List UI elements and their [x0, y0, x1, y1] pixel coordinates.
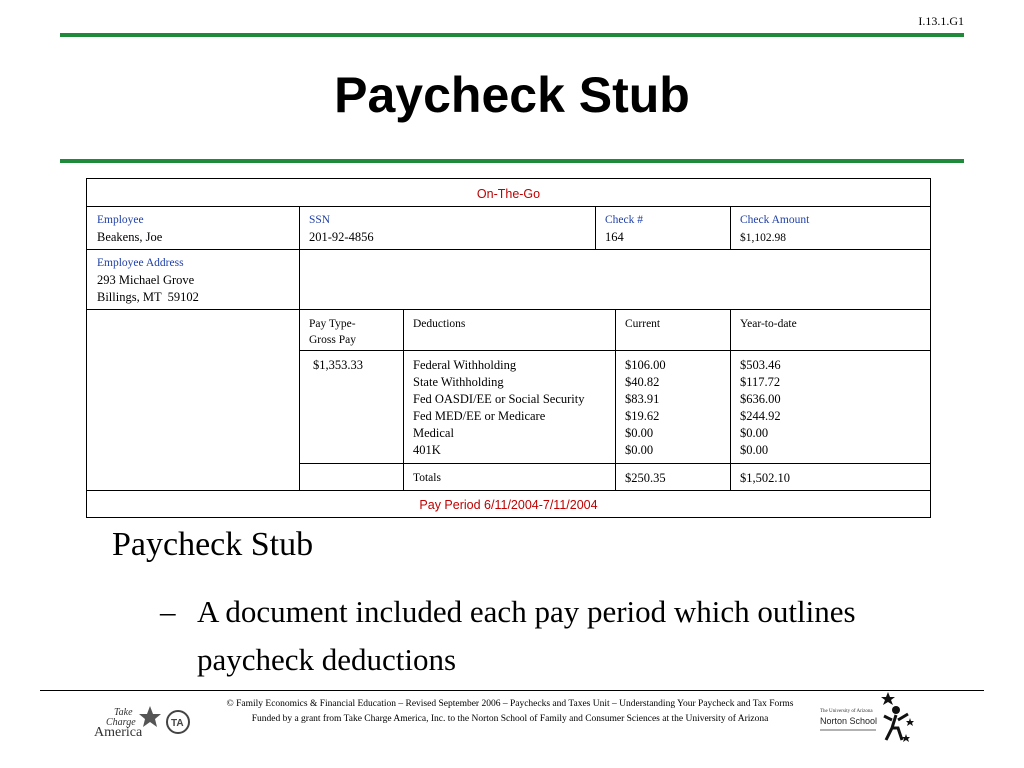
title-divider — [60, 159, 964, 163]
current-amount: $19.62 — [625, 409, 660, 423]
ytd-amount: $0.00 — [740, 443, 769, 457]
totals-label: Totals — [413, 472, 441, 484]
take-charge-america-logo — [92, 704, 202, 744]
employee-cell — [87, 209, 299, 249]
ytd-amount: $117.72 — [740, 375, 781, 389]
deductions-header: Deductions — [413, 318, 466, 330]
deduction-item: Medical — [413, 426, 454, 440]
employee-label: Employee — [97, 214, 144, 226]
address-cell — [87, 252, 299, 309]
deductions-list — [403, 354, 615, 462]
page-title: Paycheck Stub — [334, 67, 690, 123]
top-divider — [60, 33, 964, 37]
company-name: On-The-Go — [476, 187, 541, 201]
logo-take: Take — [114, 707, 133, 718]
row-divider — [87, 309, 930, 310]
bullet-definition — [160, 588, 880, 684]
footer-line-2: Funded by a grant from Take Charge America, Inc. to the Norton School of Family and Consumer Sciences at the University of Arizona — [251, 714, 769, 724]
footer-credits — [190, 697, 830, 727]
ytd-amount: $0.00 — [740, 426, 769, 440]
bullet-text: A document included each pay period which outlines paycheck deductions — [197, 594, 856, 677]
pay-type-label: Pay Type- — [309, 318, 356, 330]
bullet-heading: Paycheck Stub — [112, 526, 314, 563]
row-divider — [87, 490, 930, 491]
check-amount-label: Check Amount — [740, 214, 810, 226]
logo-america: America — [94, 725, 143, 740]
slide-code: I.13.1.G1 — [918, 14, 964, 28]
check-number-label: Check # — [605, 214, 644, 226]
star-icon — [902, 734, 910, 742]
address-line-2: Billings, MT 59102 — [97, 290, 199, 304]
pay-period: Pay Period 6/11/2004-7/11/2004 — [419, 498, 598, 512]
check-amount-value: $1,102.98 — [740, 232, 786, 244]
deduction-item: State Withholding — [413, 375, 504, 389]
ytd-header: Year-to-date — [740, 318, 797, 330]
take-charge-america-logo-graphic — [92, 704, 202, 744]
figure-body-icon — [884, 714, 908, 740]
gross-pay-value: $1,353.33 — [313, 358, 363, 372]
current-amount: $83.91 — [625, 392, 660, 406]
ssn-label: SSN — [309, 214, 331, 226]
star-icon — [906, 718, 914, 726]
check-number-value: 164 — [605, 230, 624, 244]
address-label: Employee Address — [97, 257, 184, 269]
current-amount: $106.00 — [625, 358, 666, 372]
check-number-cell — [595, 209, 730, 249]
bullet-dash: – — [160, 594, 176, 629]
norton-school-logo — [818, 690, 918, 746]
logo-charge: Charge — [106, 717, 136, 728]
current-amount: $40.82 — [625, 375, 660, 389]
current-amount: $0.00 — [625, 426, 654, 440]
deduction-item: Federal Withholding — [413, 358, 517, 372]
logo-norton: Norton School — [820, 716, 878, 726]
star-icon — [139, 706, 161, 727]
pay-type-header — [299, 313, 403, 351]
ssn-cell — [299, 209, 595, 249]
check-amount-cell — [730, 209, 930, 250]
deduction-item: 401K — [413, 443, 441, 457]
deduction-item: Fed OASDI/EE or Social Security — [413, 392, 585, 406]
ytd-amount: $636.00 — [740, 392, 781, 406]
employee-value: Beakens, Joe — [97, 230, 163, 244]
deduction-item: Fed MED/EE or Medicare — [413, 409, 546, 423]
current-amount: $0.00 — [625, 443, 654, 457]
current-header: Current — [625, 318, 661, 330]
totals-ytd: $1,502.10 — [740, 471, 790, 485]
ytd-list — [730, 354, 930, 462]
row-divider — [87, 206, 930, 207]
paycheck-stub-table — [86, 178, 931, 518]
ytd-amount: $244.92 — [740, 409, 781, 423]
current-list — [615, 354, 730, 462]
gross-pay-label: Gross Pay — [309, 334, 356, 346]
norton-school-logo-graphic — [818, 690, 918, 746]
logo-ta: TA — [171, 718, 184, 729]
ytd-amount: $503.46 — [740, 358, 781, 372]
figure-head-icon — [892, 706, 900, 714]
footer-line-1: © Family Economics & Financial Education – Revised September 2006 – Paychecks and Taxes Unit – Understanding Your Paycheck and Tax Forms — [226, 699, 794, 709]
ssn-value: 201-92-4856 — [309, 230, 374, 244]
star-icon — [881, 692, 895, 705]
totals-current: $250.35 — [625, 471, 666, 485]
address-line-1: 293 Michael Grove — [97, 273, 195, 287]
logo-university: The University of Arizona — [820, 709, 873, 714]
